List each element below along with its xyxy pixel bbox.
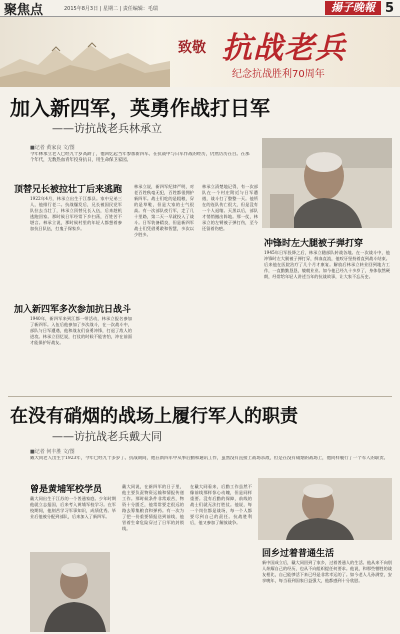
page-number: 5 [384, 0, 394, 16]
banner-pre-title: 致敬 [178, 40, 206, 56]
article1-subhead: ——访抗战老兵林承立 [52, 122, 162, 135]
veteran-dai-portrait-photo [258, 478, 392, 540]
banner-main-title: 抗战老兵 [222, 31, 346, 66]
veteran-lin-photo [262, 138, 392, 228]
section-divider [8, 396, 392, 397]
article1-section2-title: 加入新四军多次参加抗日战斗 [14, 305, 132, 315]
article1-section2-body: 1940年，新四军来到江都一带活动，林承立报名参加了新四军。入伍后他参加了多次战斗，在一次战斗中，部队与日军遭遇，他和战友们奋勇冲锋，打退了敌人的进攻。林承立回忆说，打仗的时候不能害怕，冲在前面才能保护好战友。 [30, 316, 132, 345]
feature-banner [0, 17, 400, 87]
article2-lead: 戴大同老人出生于1923年，今年已经九十多岁了。抗战期间，他在新四军中从事后勤和通讯工作，虽然没有直接上战场杀敌，但是在没有硝烟的战场上，他同样履行了一个军人的职责。 [30, 456, 389, 461]
article1-lead: 今年林承立老人已经九十岁高龄了，他回忆起当年参加新四军、在抗战中与日军作战的经历，仍然历历在目。在那个年代，无数热血青年投身抗日，用生命保卫家园。 [30, 152, 250, 164]
article1-headline: 加入新四军，英勇作战打日军 [10, 96, 270, 120]
section-name: 聚焦点 [4, 2, 44, 18]
article2-section2-title: 回乡过着普通生活 [262, 549, 335, 559]
article2-section1-body: 戴大同出生于江苏的一个普通家庭。少年时期他就立志报国，后来考入黄埔军校学习。在军校期间，他刻苦学习军事知识，成绩优秀。毕业后他被分配到部队，后来加入了新四军。 [30, 496, 116, 519]
great-wall-illustration [0, 35, 170, 87]
article2-byline: ■记者 何丰胜 文/图 [30, 449, 75, 455]
article1-column2-body: 林承立说，新四军纪律严明，对老百姓秋毫无犯，百姓都很拥护新四军。战士们吃的是粗粮，穿的是草鞋，但是大家的士气很高。有一次部队夜行军，走了几十里路，第二天一早就投入了战斗。日军装备精良，但是新四军战士们凭借勇敢和智慧，多次以少胜多。 [134, 184, 194, 237]
article1-byline: ■记者 黄家良 文/图 [30, 145, 75, 151]
article2-column2-body: 戴大同说，在新四军的日子里，他主要负责物资运输和情报传递工作。那时候条件非常艰苦，物资十分匮乏，他常常要走很远的路去筹集粮食和弹药。有一次为了把一份重要情报送到前线，他冒着生命危险穿过了日军的封锁线。 [122, 484, 184, 531]
article1-section1-body: 1922年4月，林承立出生于江都县。家中兄弟三人，他排行老二。抗战爆发后，兄长被国民党军队拉去当壮丁，林承立顶替兄长入伍，后来趁机逃跑回家。那时候日军经常下乡扫荡，百姓苦不堪言。林承立说，那时候村里的年轻人都想着参加抗日队伍，打鬼子保家乡。 [30, 196, 122, 231]
article1-section3-title: 冲锋时左大腿被子弹打穿 [264, 239, 364, 249]
article2-subhead: ——访抗战老兵戴大同 [52, 430, 162, 443]
newspaper-logo: 揚子晚報 [325, 1, 381, 15]
article1-column3-body: 林承立清楚地记得，有一次部队在一个村庄附近与日军遭遇，战斗打了整整一天。他所在的连队伤亡很大，但是没有一个人退缩。天黑以后，部队才悄悄撤出阵地。那一仗，林承立的左臂被子弹打伤，至今还留着伤疤。 [202, 184, 258, 231]
article2-headline: 在没有硝烟的战场上履行军人的职责 [10, 406, 298, 427]
article2-section2-body: 新中国成立后，戴大同回到了家乡，过着普通人的生活。他从来不向别人炫耀自己的经历，也从不向组织提任何要求。他说，和那些牺牲的战友相比，自己能够活下来已经是非常幸运的了。如今老人儿孙满堂，安享晚年，每当看到国家日益强大，他都感到十分欣慰。 [262, 560, 392, 583]
banner-subtitle: 纪念抗战胜利70周年 [232, 69, 325, 80]
article1-section1-title: 顶替兄长被拉壮丁后来逃跑 [14, 185, 123, 195]
veteran-dai-photo [30, 552, 110, 632]
article2-section1-title: 曾是黄埔军校学员 [30, 485, 103, 495]
article2-column3-body: 在戴大同看来，后勤工作虽然不像前线那样惊心动魄，但是同样重要。没有后勤的保障，前线的战士们就无法打胜仗。他说，每一个岗位都是战场，每一个人都要尽到自己的责任。抗战胜利后，他又参加了解放战争。 [190, 484, 252, 525]
masthead [0, 0, 400, 17]
article1-section3-body: 1945年日军投降之后，林承立随部队转战各地。在一次战斗中，他冲锋时左大腿被子弹打穿，鲜血直流，他咬牙坚持着直到战斗结束。后来他在医院治疗了几个月才康复。解放后林承立转业回到地方工作，一直勤勤恳恳，兢兢业业。如今他已经九十多岁了，身体依然硬朗，经常给年轻人讲述当年的抗战故事，让大家不忘历史。 [264, 250, 390, 279]
issue-date: 2015年8月3日 | 星期二 | 责任编辑：毛瑞 [64, 5, 158, 12]
